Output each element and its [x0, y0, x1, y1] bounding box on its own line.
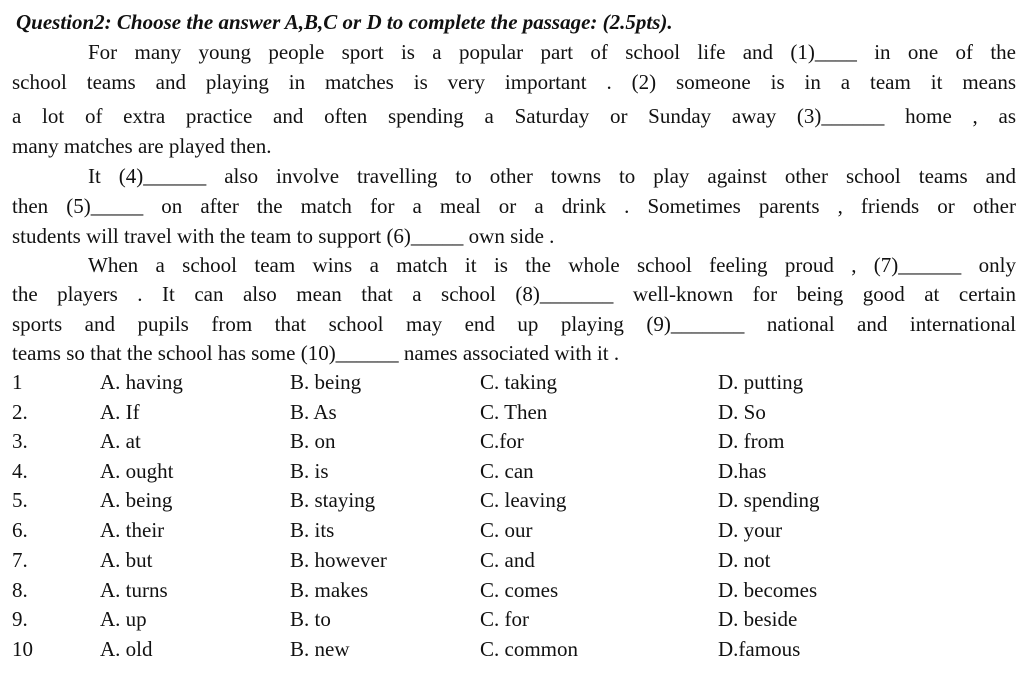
answer-row — [0, 635, 1024, 664]
option-c: C. common — [480, 637, 578, 661]
question-number: 5. — [12, 488, 28, 512]
option-d: D. spending — [718, 488, 820, 512]
question-number: 3. — [12, 429, 28, 453]
option-c: C. Then — [480, 400, 548, 424]
question-number: 9. — [12, 607, 28, 631]
option-d: D. your — [718, 518, 783, 542]
question-number: 1 — [12, 370, 23, 394]
option-c: C.for — [480, 429, 524, 453]
option-c: C. for — [480, 607, 529, 631]
passage-line: many matches are played then. — [12, 134, 272, 158]
passage-line: students will travel with the team to support (6)_____ own side . — [12, 224, 555, 248]
option-b: B. being — [290, 370, 362, 394]
option-a: A. having — [100, 370, 183, 394]
passage-line: It (4)______ also involve travelling to other towns to play against other school teams and — [88, 164, 1016, 188]
answer-row — [0, 546, 1024, 575]
passage-line: For many young people sport is a popular part of school life and (1)____ in one of the — [88, 40, 1016, 64]
option-b: B. makes — [290, 578, 369, 602]
option-d: D. not — [718, 548, 771, 572]
answer-row — [0, 576, 1024, 605]
option-d: D.has — [718, 459, 767, 483]
question-title: Question2: Choose the answer A,B,C or D to complete the passage: (2.5pts). — [16, 10, 673, 34]
option-a: A. old — [100, 637, 153, 661]
option-d: D. becomes — [718, 578, 818, 602]
option-b: B. however — [290, 548, 387, 572]
option-a: A. ought — [100, 459, 174, 483]
answer-row — [0, 605, 1024, 634]
answer-row — [0, 427, 1024, 456]
option-d: D. So — [718, 400, 766, 424]
question-number: 4. — [12, 459, 28, 483]
option-d: D. putting — [718, 370, 804, 394]
passage-line: school teams and playing in matches is very important . (2) someone is in a team it means — [12, 70, 1016, 94]
option-d: D. from — [718, 429, 785, 453]
option-b: B. new — [290, 637, 350, 661]
option-b: B. its — [290, 518, 335, 542]
question-number: 8. — [12, 578, 28, 602]
answer-row — [0, 486, 1024, 515]
option-c: C. leaving — [480, 488, 567, 512]
option-a: A. but — [100, 548, 153, 572]
question-number: 7. — [12, 548, 28, 572]
option-b: B. on — [290, 429, 336, 453]
option-d: D.famous — [718, 637, 801, 661]
option-b: B. staying — [290, 488, 376, 512]
answer-row — [0, 398, 1024, 427]
passage-line: sports and pupils from that school may end up playing (9)_______ national and international — [12, 312, 1016, 336]
option-a: A. at — [100, 429, 141, 453]
passage-line: When a school team wins a match it is the whole school feeling proud , (7)______ only — [88, 253, 1016, 277]
option-a: A. their — [100, 518, 165, 542]
question-number: 10 — [12, 637, 33, 661]
option-c: C. and — [480, 548, 535, 572]
option-a: A. up — [100, 607, 147, 631]
answer-row — [0, 516, 1024, 545]
option-a: A. turns — [100, 578, 168, 602]
option-c: C. can — [480, 459, 534, 483]
option-b: B. to — [290, 607, 331, 631]
answer-row — [0, 368, 1024, 397]
passage-line: a lot of extra practice and often spending a Saturday or Sunday away (3)______ home , as — [12, 104, 1016, 128]
option-b: B. is — [290, 459, 329, 483]
passage-line: then (5)_____ on after the match for a meal or a drink . Sometimes parents , friends or other — [12, 194, 1016, 218]
answer-row — [0, 457, 1024, 486]
option-d: D. beside — [718, 607, 798, 631]
option-c: C. our — [480, 518, 533, 542]
question-number: 2. — [12, 400, 28, 424]
question-number: 6. — [12, 518, 28, 542]
option-c: C. taking — [480, 370, 557, 394]
option-c: C. comes — [480, 578, 559, 602]
option-a: A. being — [100, 488, 173, 512]
passage-line: the players . It can also mean that a school (8)_______ well-known for being good at certain — [12, 282, 1016, 306]
option-b: B. As — [290, 400, 337, 424]
passage-line: teams so that the school has some (10)______ names associated with it . — [12, 341, 620, 365]
option-a: A. If — [100, 400, 140, 424]
